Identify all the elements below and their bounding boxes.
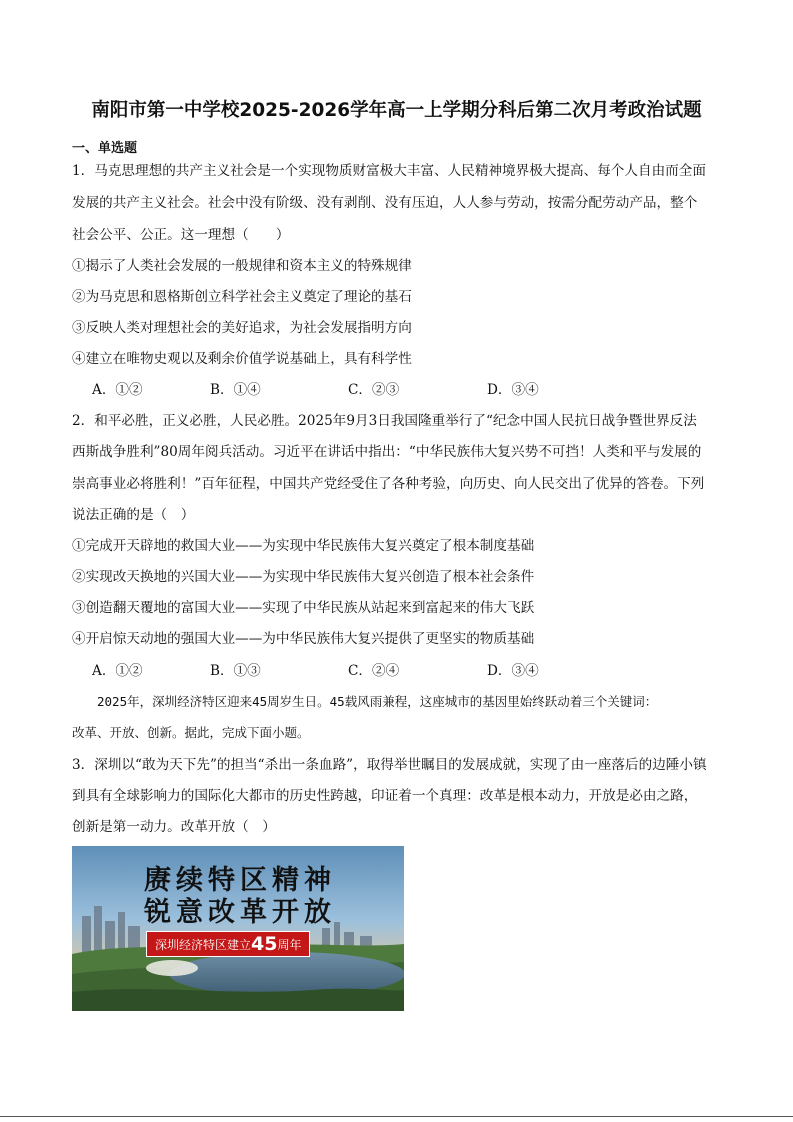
q2-line-3: 崇高事业必将胜利！”百年征程，中国共产党经受住了各种考验，向历史、向人民交出了优异的答卷。下列 [72, 476, 705, 492]
q1-line-3: 社会公平、公正。这一理想（ ） [72, 227, 290, 243]
q1-option-d[interactable]: D．③④ [487, 382, 539, 398]
q1-statement-2: ②为马克思和恩格斯创立科学社会主义奠定了理论的基石 [72, 289, 412, 305]
q2-line-1: 2．和平必胜，正义必胜，人民必胜。2025年9月3日我国隆重举行了“纪念中国人民抗日战争暨世界反法 [72, 413, 697, 429]
page-bottom-rule [0, 1116, 793, 1117]
poster-banner [146, 931, 310, 957]
q1-option-c[interactable]: C．②③ [348, 382, 400, 398]
q2-statement-4: ④开启惊天动地的强国大业——为中华民族伟大复兴提供了更坚实的物质基础 [72, 631, 535, 647]
q2-statement-1: ①完成开天辟地的救国大业——为实现中华民族伟大复兴奠定了根本制度基础 [72, 538, 535, 554]
q2-statement-3: ③创造翻天覆地的富国大业——实现了中华民族从站起来到富起来的伟大飞跃 [72, 600, 535, 616]
q3-line-1: 3．深圳以“敢为天下先”的担当“杀出一条血路”，取得举世瞩目的发展成就，实现了由一座落后的边陲小镇 [72, 757, 707, 773]
page-title: 南阳市第一中学校2025-2026学年高一上学期分科后第二次月考政治试题 [91, 100, 702, 121]
material-line-1: 2025年，深圳经济特区迎来45周岁生日。45载风雨兼程，这座城市的基因里始终跃动着三个关键词： [72, 694, 658, 709]
banner-prefix: 深圳经济特区建立 [155, 938, 252, 952]
q1-statement-1: ①揭示了人类社会发展的一般规律和资本主义的特殊规律 [72, 258, 412, 274]
poster-headline-2: 锐意改革开放 [144, 897, 336, 928]
section-heading: 一、单选题 [72, 141, 138, 156]
banner-suffix: 周年 [277, 938, 302, 952]
q2-line-4: 说法正确的是（ ） [72, 507, 195, 523]
shenzhen-poster-image [72, 846, 404, 1011]
q1-statement-4: ④建立在唯物史观以及剩余价值学说基础上，具有科学性 [72, 351, 412, 367]
material-line-2: 改革、开放、创新。据此，完成下面小题。 [72, 725, 310, 740]
q1-statement-3: ③反映人类对理想社会的美好追求，为社会发展指明方向 [72, 320, 412, 336]
q1-option-b[interactable]: B．①④ [210, 382, 261, 398]
q3-line-3: 创新是第一动力。改革开放（ ） [72, 819, 276, 835]
q2-option-b[interactable]: B．①③ [210, 663, 261, 679]
poster-headline-1: 赓续特区精神 [144, 865, 336, 896]
q3-line-2: 到具有全球影响力的国际化大都市的历史性跨越，印证着一个真理：改革是根本动力，开放是必由之路， [72, 788, 698, 804]
banner-number: 45 [251, 933, 278, 955]
q2-statement-2: ②实现改天换地的兴国大业——为实现中华民族伟大复兴创造了根本社会条件 [72, 569, 535, 585]
q2-option-d[interactable]: D．③④ [487, 663, 539, 679]
q2-option-a[interactable]: A．①② [92, 663, 143, 679]
q2-line-2: 西斯战争胜利”80周年阅兵活动。习近平在讲话中指出：“中华民族伟大复兴势不可挡！人类和平与发展的 [72, 444, 702, 460]
q1-option-a[interactable]: A．①② [92, 382, 143, 398]
q1-line-2: 发展的共产主义社会。社会中没有阶级、没有剥削、没有压迫，人人参与劳动，按需分配劳动产品，整个 [72, 195, 698, 211]
q2-option-c[interactable]: C．②④ [348, 663, 400, 679]
q1-line-1: 1．马克思理想的共产主义社会是一个实现物质财富极大丰富、人民精神境界极大提高、每个人自由而全面 [72, 163, 706, 179]
